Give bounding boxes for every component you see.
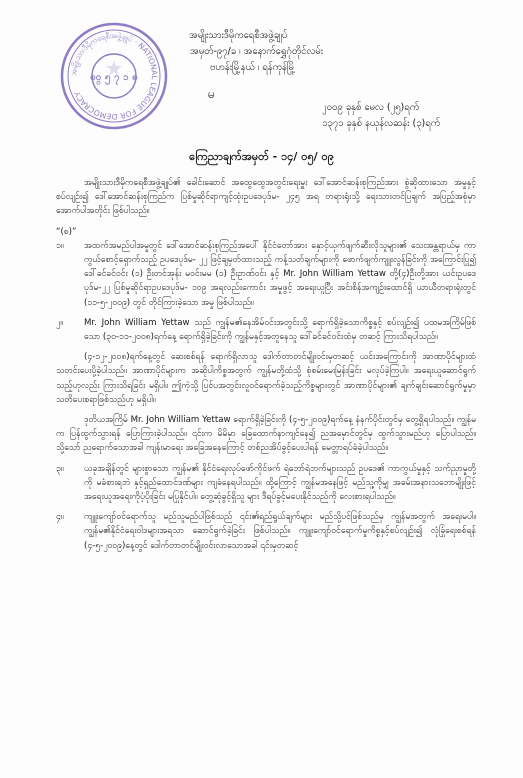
address-line-1: အမှတ်-၉၇/ခ ၊ အနောက်ရွှေဂုံတိုင်လမ်း [190, 46, 324, 57]
statement-paragraph [56, 316, 476, 344]
intro-paragraph: အမျိုးသားဒီမိုကရေစီအဖွဲ့ချုပ်၏ ခေါင်းဆောင် အထွေထွေအတွင်းရေးမှူး ဒေါ်အောင်ဆန်းစုကြည်အား စွဲဆိုထားသော အမှုနှင့်စပ်လျဉ်း၍ ဒေါ်အောင်ဆန်းစုကြည်က ပြစ်မှုဆိုင်ရာကျင့်ထုံးဥပဒေပုဒ်မ- ၂၄၅ အရ တရားရုံးသို့ ရေးသားတင်ပြချက် အပြည့်အစုံမှာ အောက်ပါအတိုင်း ဖြစ်ပါသည်။ [56, 178, 476, 217]
paragraph-text: Mr. John William Yettaw သည် ကျွန်မ၏နေအိမ်ဝင်းအတွင်းသို့ ရောက်ရှိခဲ့သောကိစ္စနှင့် စပ်လျဉ်း၍ ပထမအကြိမ်ဖြစ်သော (၃၀-၁၁-၂၀၀၈)ရက်နေ့ ရောက်ရှိခဲ့ခြင်းကို ကျွန်မနှင့်အတူနေသူ ဒေါ်ခင်ခင်ဝင်းထံမှ တဆင့် ကြားသိရပါသည်။ [84, 317, 476, 343]
date-block [322, 100, 440, 132]
statement-paragraph [56, 225, 476, 310]
org-name: အမျိုးသားဒီမိုကရေစီအဖွဲ့ချုပ် [189, 30, 288, 41]
seal-arc-text: အမျိုးသားဒီမိုကရေစီအဖွဲ့ချုပ် · NATIONAL LEAGUE FOR DEMOCRACY [68, 30, 160, 122]
paragraph-text: ကျူးကျော်ဝင်ရောက်သူ မည်သူမည်ပါဖြစ်သည် ၎င်း၏ရည်ရွယ်ချက်များ မည်သို့ပင်ဖြစ်သည်မှ ကျွန်မအတွက် အရေးမပါ။ ကျွန်မ၏နိုင်ငံရေးဝါဒများအရသာ ဆောင်ရွက်ခဲ့ခြင်း ဖြစ်ပါသည်။ ကျူးကျော်ဝင်ရောက်မှုကိစ္စနှင့်စပ်လျဉ်း၍ လုံခြုံရေးစစ်ရန် (၄-၅-၂၀၀၉)နေ့တွင် ဒေါက်တာတင်မျိုးဝင်းလာသောအခါ ၎င်းမှတဆင့် [84, 512, 476, 551]
paragraph-text: အထက်အမည်ပါအမှုတွင် ဒေါ်အောင်ဆန်းစုကြည်အပေါ် နိုင်ငံတော်အား နှောင့်ယှက်ဖျက်ဆီးလိုသူများ၏ သေးအန္တရာယ်မှ ကာကွယ်စောင့်ရှောက်သည့် ဥပဒေပုဒ်မ- ၂၂ ဖြင့်ချမှတ်ထားသည့် ကန့်သတ်ချက်များကို ဖောက်ဖျက်ကျူးလွန်ခြင်းကို အကြောင်းပြု၍ ဒေါ်ခင်ခင်ဝင်း (၁) ဦးတင်အုန်း မဝင်းမမ (၁) ဦးဥာဏ်ဝင်း နှင့် Mr. John William Yettaw တို့(၄)ဦးတို့အား ယင်းဥပဒေပုဒ်မ-၂၂ ပြစ်မှုဆိုင်ရာဥပဒေပုဒ်မ- ၁၀၉ အရလည်းကောင်း အမှုဖွင့် အရေးယူပြီး အင်းစိန်အကျဉ်းထောင်ရှိ ယာယီတရားရုံးတွင် (၁၁-၅-၂၀၀၉) တွင် တိုင်ကြားခဲ့သော အမှု ဖြစ်ပါသည်။ [84, 240, 476, 308]
address-line-2: ဗဟန်းမြို့နယ် ၊ ရန်ကုန်မြို့ [210, 62, 296, 73]
gregorian-date: ၂၀၀၉ ခုနှစ် မေလ (၂၅)ရက် [322, 102, 420, 113]
paragraph-number: ၃။ [56, 463, 64, 474]
party-seal [58, 20, 170, 132]
paragraph-number: ၄။ [56, 512, 64, 523]
statement-paragraph: ဒုတိယအကြိမ် Mr. John William Yettaw ရောက်ရှိခဲ့ခြင်းကို (၄-၅-၂၀၀၉)ရက်နေ့ နံနက်ပိုင်းတွင်မှ တွေ့ရှိရပါသည်။ ကျွန်မက ပြန်ထွက်သွားရန် ပြောကြားခဲ့ပါသည်။ ၎င်းက မိမိမှာ ခြေထောက်နာကျင်နေ၍ ညအမှောင်တွင်မှ ထွက်သွားမည်ဟု ပြောပါသည်။ သို့သော် ညရောက်သောအခါ ကျန်းမာရေး အခြေအနေကြောင့် တစ်ညအိပ်ခွင့်ပေးပါရန် မေတ္တာရပ်ခံခဲ့ပါသည်။ [56, 415, 476, 454]
signature-mark: မ [208, 87, 215, 101]
paragraph-text: ယခုအချိန်တွင် များစွာသော ကျွန်မ၏ နိုင်ငံရေးလုပ်ဖော်ကိုင်ဖက် ရဲဘော်ရဲဘက်များသည် ဥပဒေ၏ ကာကွယ်မှုနှင့် သက်ညှာမှုတို့ကို မခံစားရဘဲ နှင့်ရှည်ထောင်ဒဏ်များ ကျခံနေရပါသည်။ ထို့ကြောင့် ကျွန်မအနေဖြင့် မည်သူ့ကိုမျှ အခမ်းအနားသဘောမျိုးဖြင့် အရေးယူအရေးကိုပံ့ပိုးခြင်း မပြုနိုင်ပါ။ တွေ့ဆုံခွင့်ရှိသူ များ ဒီရပ်ခွင့်မပေးနိုင်သည်ကို လေးစားရပါသည်။ [84, 463, 476, 503]
statement-paragraph: (၄-၁၂-၂၀၀၈)ရက်နေ့တွင် ဆေးစစ်ရန် ရောက်ရှိလာသူ ဒေါက်တာတင်မျိုးဝင်းမှတဆင့် ယင်းအကြောင်းကို အာဏာပိုင်များထံ သတင်းပေးပို့ခဲ့ပါသည်။ အာဏာပိုင်များက အဆိုပါကိစ္စအတွက် ကျွန်မတို့ထံသို့ စုံစမ်းမေးမြန်းခြင်း မလုပ်ခဲ့ကြပါ။ အရေးယူဆောင်ရွက်သည့်ဟုလည်း ကြားသိရခြင်း မရှိပါ။ ဤကဲ့သို့ ပြင်ပအတွင်းလူဝင်ရောက်ခဲ့သည့်ကိစ္စများတွင် အာဏာပိုင်များ၏ ချက်ချင်းဆောင်ရွက်မှုမှာ သတိပေးစရာဖြစ်သည်ဟု မရှိပါ။ [56, 352, 476, 405]
paragraph-number: ၂။ [56, 317, 63, 328]
statement-body [56, 176, 476, 559]
paragraph-number: “(စ)” ၁။ [56, 226, 77, 251]
seal-center-text: စဝ္ ၅ ၇ ၁ ၈ [90, 72, 138, 83]
myanmar-date: ၁၃၇၁ ခုနှစ် နယုန်လဆန်း (၃)ရက် [322, 118, 441, 129]
letterhead [162, 28, 492, 76]
statement-paragraph [56, 462, 476, 505]
statement-title: ကြေညာချက်အမှတ် - ၁၄/ ၀၅/ ၀၉ [189, 150, 334, 163]
statement-paragraph [56, 510, 476, 553]
